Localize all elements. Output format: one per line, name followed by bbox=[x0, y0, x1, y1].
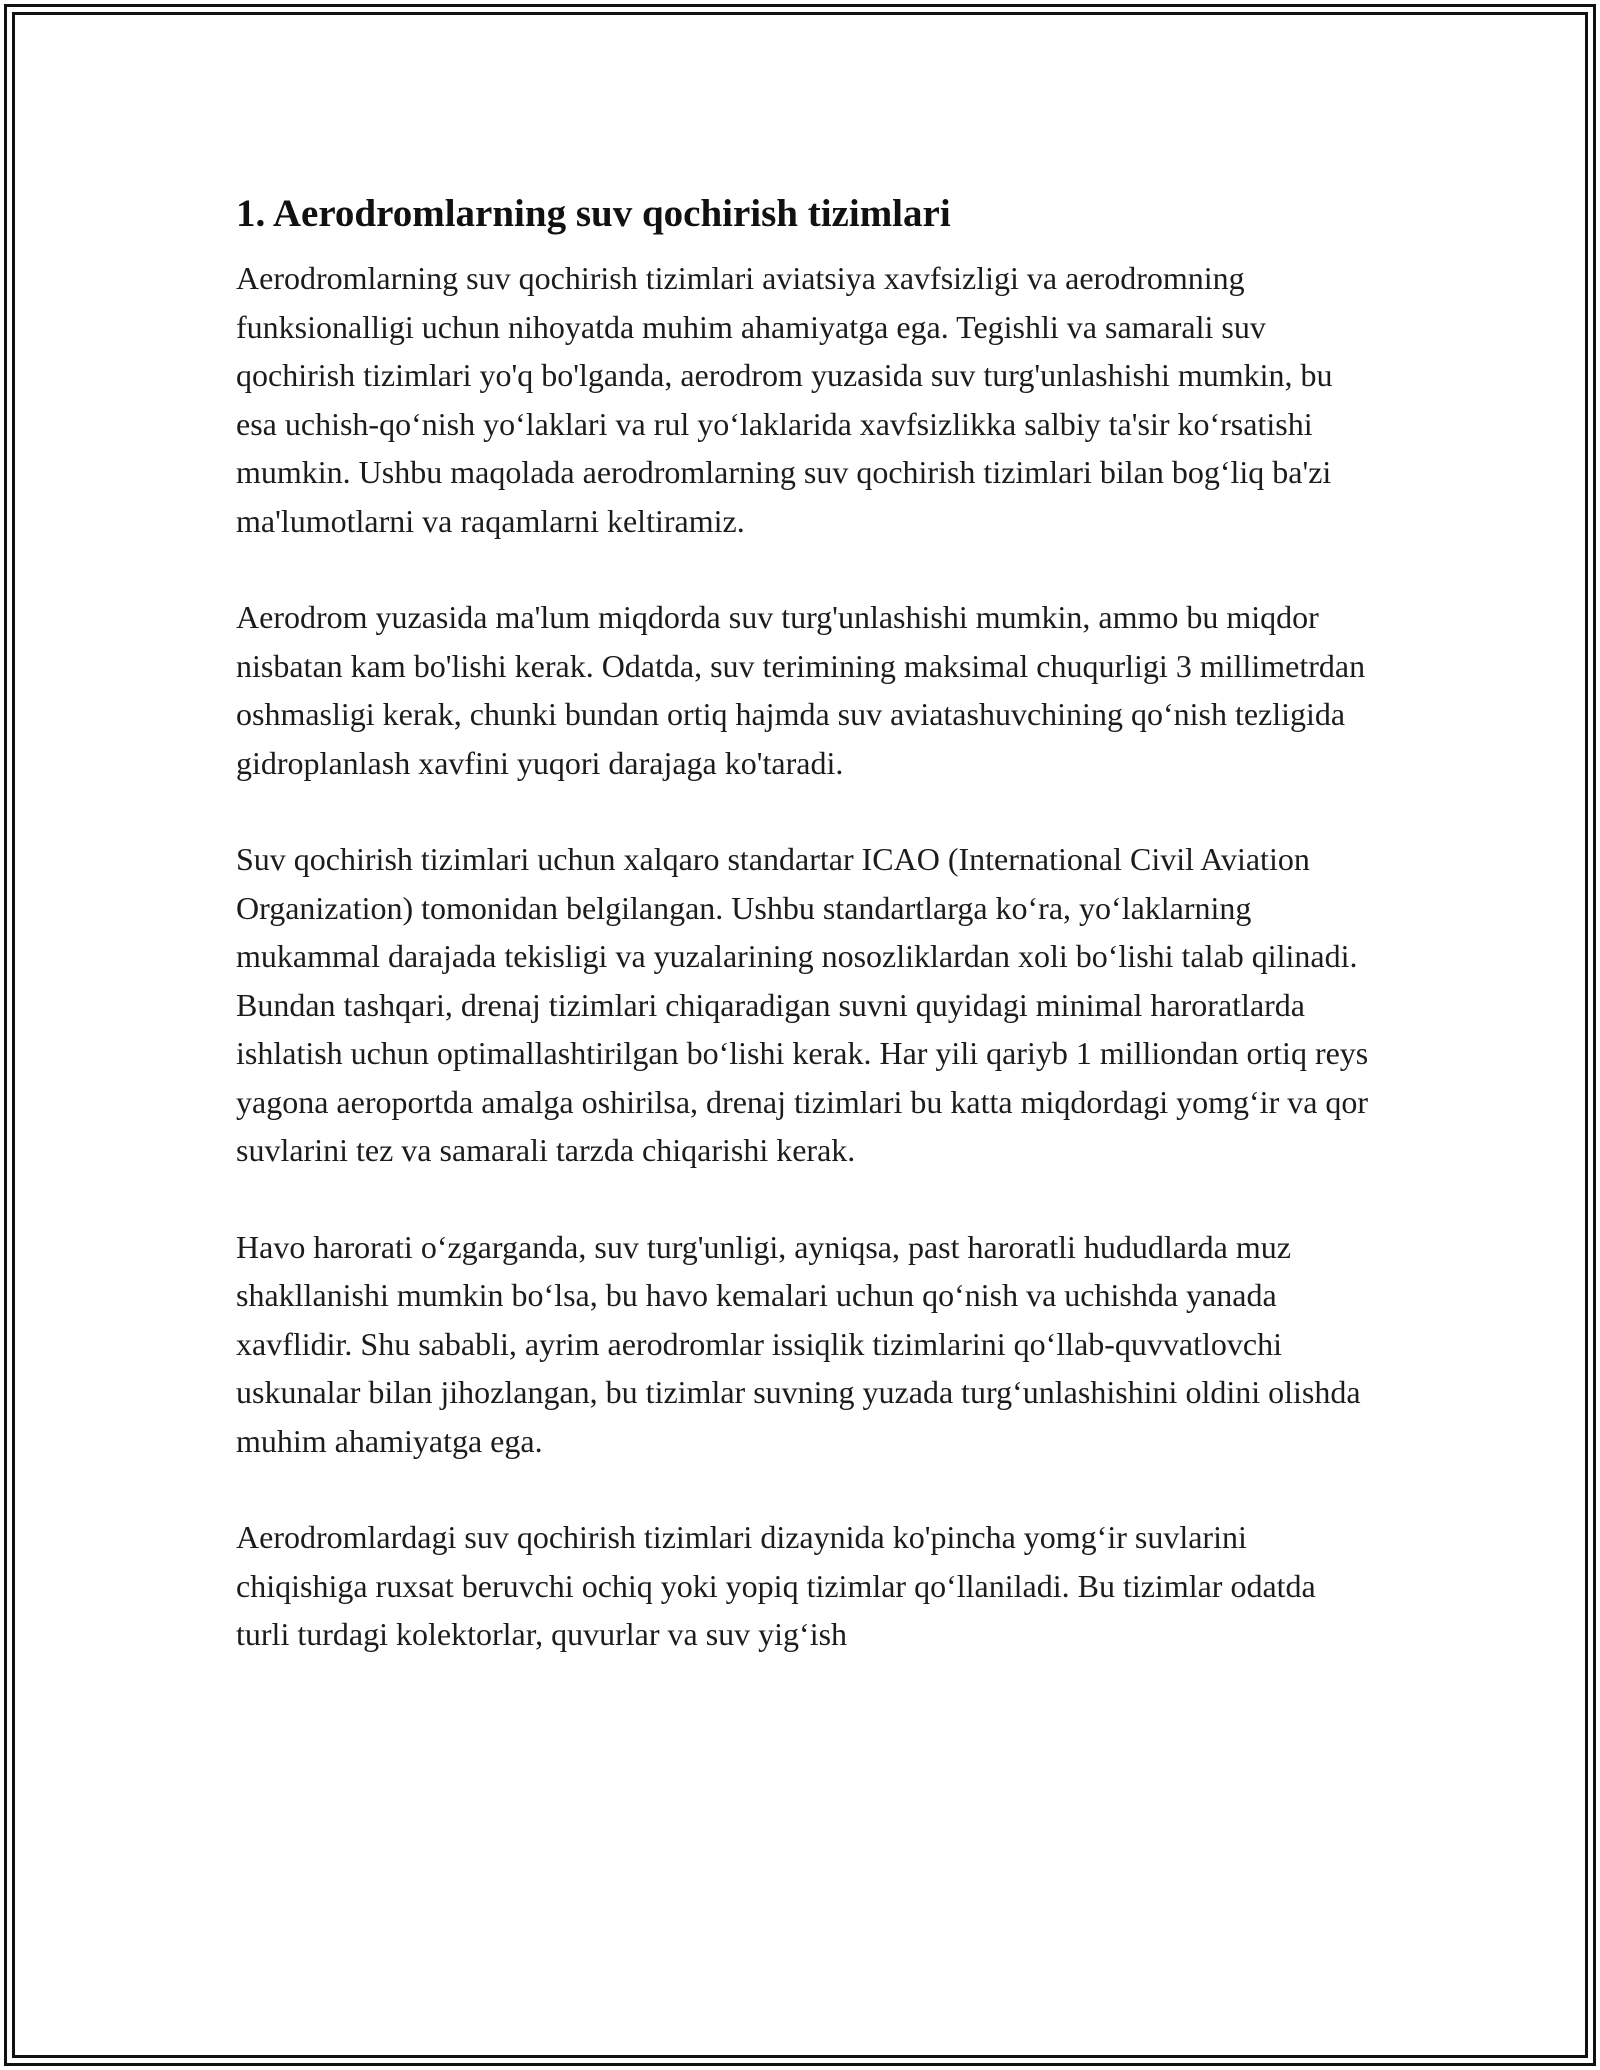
paragraph-system-design: Aerodromlardagi suv qochirish tizimlari dizaynida ko'pincha yomg‘ir suvlarini chiqishiga ruxsat beruvchi ochiq yoki yopiq tizimlar qo‘llaniladi. Bu tizimlar odatda turli turdagi kolektorlar, quvurlar va suv yig‘ish bbox=[236, 1519, 1316, 1652]
section-title: 1. Aerodromlarning suv qochirish tizimlari bbox=[236, 192, 951, 235]
paragraph-water-depth: Aerodrom yuzasida ma'lum miqdorda suv turg'unlashishi mumkin, ammo bu miqdor nisbatan kam bo'lishi kerak. Odatda, suv terimining maksimal chuqurligi 3 millimetrdan oshmasligi kerak, chunki bundan ortiq hajmda suv aviatashuvchining qo‘nish tezligida gidroplanlash xavfini yuqori darajaga ko'taradi. bbox=[236, 599, 1366, 781]
document-body bbox=[236, 186, 1376, 1659]
paragraph-icao-standards: Suv qochirish tizimlari uchun xalqaro standartar ICAO (International Civil Aviation Organization) tomonidan belgilangan. Ushbu standartlarga ko‘ra, yo‘laklarning mukammal darajada tekisligi va yuzalarining nosozliklardan xoli bo‘lishi talab qilinadi. Bundan tashqari, drenaj tizimlari chiqaradigan suvni quyidagi minimal haroratlarda ishlatish uchun optimallashtirilgan bo‘lishi kerak. Har yili qariyb 1 milliondan ortiq reys yagona aeroportda amalga oshirilsa, drenaj tizimlari bu katta miqdordagi yomg‘ir va qor suvlarini tez va samarali tarzda chiqarishi kerak. bbox=[236, 841, 1369, 1168]
paragraph-intro: Aerodromlarning suv qochirish tizimlari aviatsiya xavfsizligi va aerodromning funksionalligi uchun nihoyatda muhim ahamiyatga ega. Tegishli va samarali suv qochirish tizimlari yo'q bo'lganda, aerodrom yuzasida suv turg'unlashishi mumkin, bu esa uchish-qo‘nish yo‘laklari va rul yo‘laklarida xavfsizlikka salbiy ta'sir ko‘rsatishi mumkin. Ushbu maqolada aerodromlarning suv qochirish tizimlari bilan bog‘liq ba'zi ma'lumotlarni va raqamlarni keltiramiz. bbox=[236, 260, 1333, 539]
paragraph-temperature: Havo harorati o‘zgarganda, suv turg'unligi, ayniqsa, past haroratli hududlarda muz shakllanishi mumkin bo‘lsa, bu havo kemalari uchun qo‘nish va uchishda yanada xavflidir. Shu sababli, ayrim aerodromlar issiqlik tizimlarini qo‘llab-quvvatlovchi uskunalar bilan jihozlangan, bu tizimlar suvning yuzada turg‘unlashishini oldini olishda muhim ahamiyatga ega. bbox=[236, 1228, 1361, 1459]
